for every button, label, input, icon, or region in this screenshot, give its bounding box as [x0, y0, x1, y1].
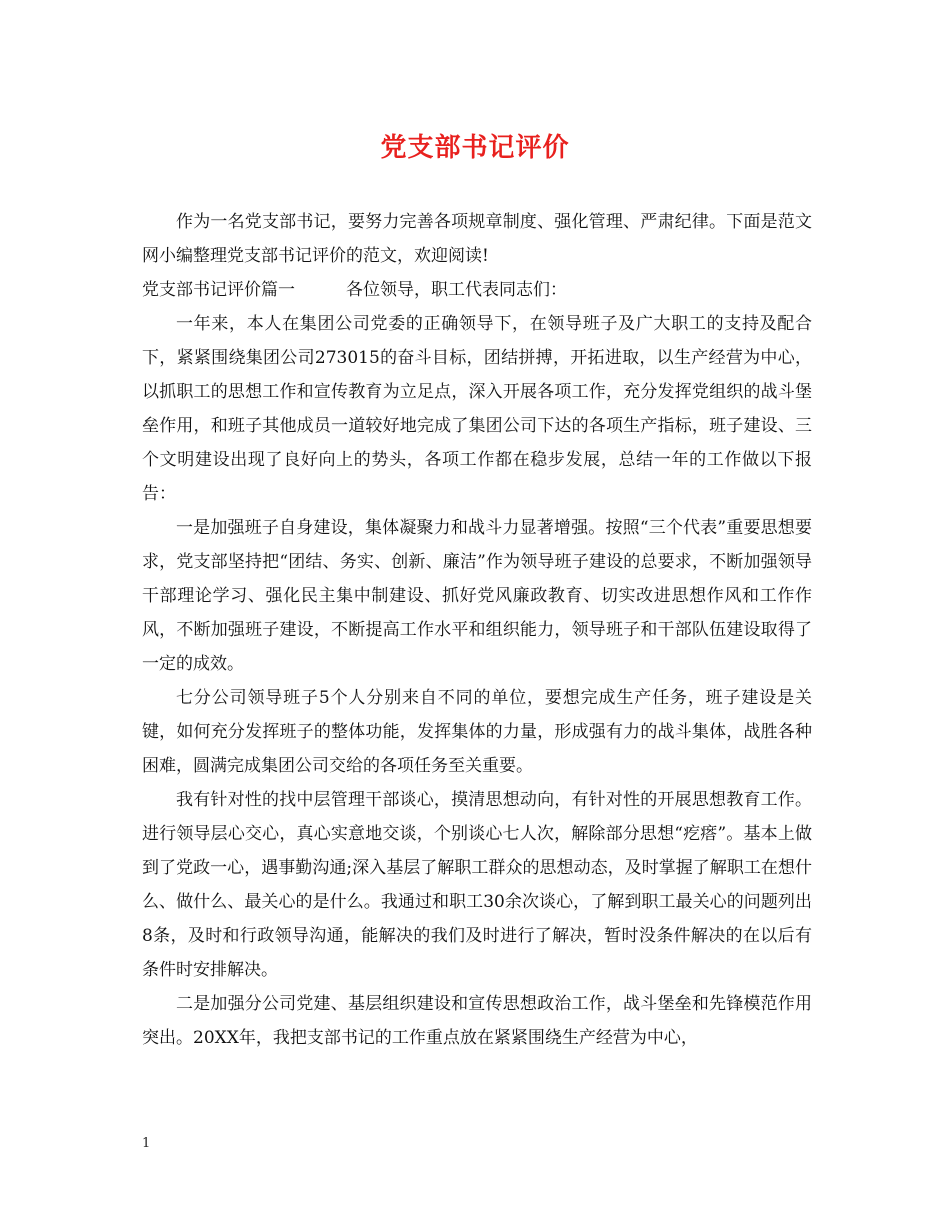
paragraph-intro: 作为一名党支部书记，要努力完善各项规章制度、强化管理、严肃纪律。下面是范文网小编整理党支部书记评价的范文，欢迎阅读! — [142, 212, 812, 266]
paragraph-party-building: 二是加强分公司党建、基层组织建设和宣传思想政治工作，战斗堡垒和先锋模范作用突出。20XX年，我把支部书记的工作重点放在紧紧围绕生产经营为中心， — [142, 994, 812, 1048]
paragraph-team-building: 一是加强班子自身建设，集体凝聚力和战斗力显著增强。按照“三个代表”重要思想要求，党支部坚持把“团结、务实、创新、廉洁”作为领导班子建设的总要求，不断加强领导干部理论学习、强化民主集中制建设、抓好党风廉政教育、切实改进思想作风和工作作风，不断加强班子建设，不断提高工作水平和组织能力，领导班子和干部队伍建设取得了一定的成效。 — [142, 518, 812, 674]
paragraph-talks: 我有针对性的找中层管理干部谈心，摸清思想动向，有针对性的开展思想教育工作。进行领导层心交心，真心实意地交谈，个别谈心七人次，解除部分思想“疙瘩”。基本上做到了党政一心，遇事勤沟通;深入基层了解职工群众的思想动态，及时掌握了解职工在想什么、做什么、最关心的是什么。我通过和职工30余次谈心，了解到职工最关心的问题列出8条，及时和行政领导沟通，能解决的我们及时进行了解决，暂时没条件解决的在以后有条件时安排解决。 — [142, 790, 812, 980]
document-title: 党支部书记评价 — [380, 133, 570, 163]
document-body — [142, 205, 812, 1055]
page-number: 1 — [142, 1136, 151, 1151]
paragraph-salutation: 党支部书记评价篇一 各位领导，职工代表同志们： — [142, 280, 567, 300]
paragraph-leadership: 七分公司领导班子5个人分别来自不同的单位，要想完成生产任务，班子建设是关键，如何充分发挥班子的整体功能，发挥集体的力量，形成强有力的战斗集体，战胜各种困难，圆满完成集团公司交给的各项任务至关重要。 — [142, 688, 812, 776]
paragraph-overview: 一年来，本人在集团公司党委的正确领导下，在领导班子及广大职工的支持及配合下，紧紧围绕集团公司273015的奋斗目标，团结拼搏，开拓进取，以生产经营为中心，以抓职工的思想工作和宣传教育为立足点，深入开展各项工作，充分发挥党组织的战斗堡垒作用，和班子其他成员一道较好地完成了集团公司下达的各项生产指标，班子建设、三个文明建设出现了良好向上的势头，各项工作都在稳步发展，总结一年的工作做以下报告： — [142, 314, 812, 504]
